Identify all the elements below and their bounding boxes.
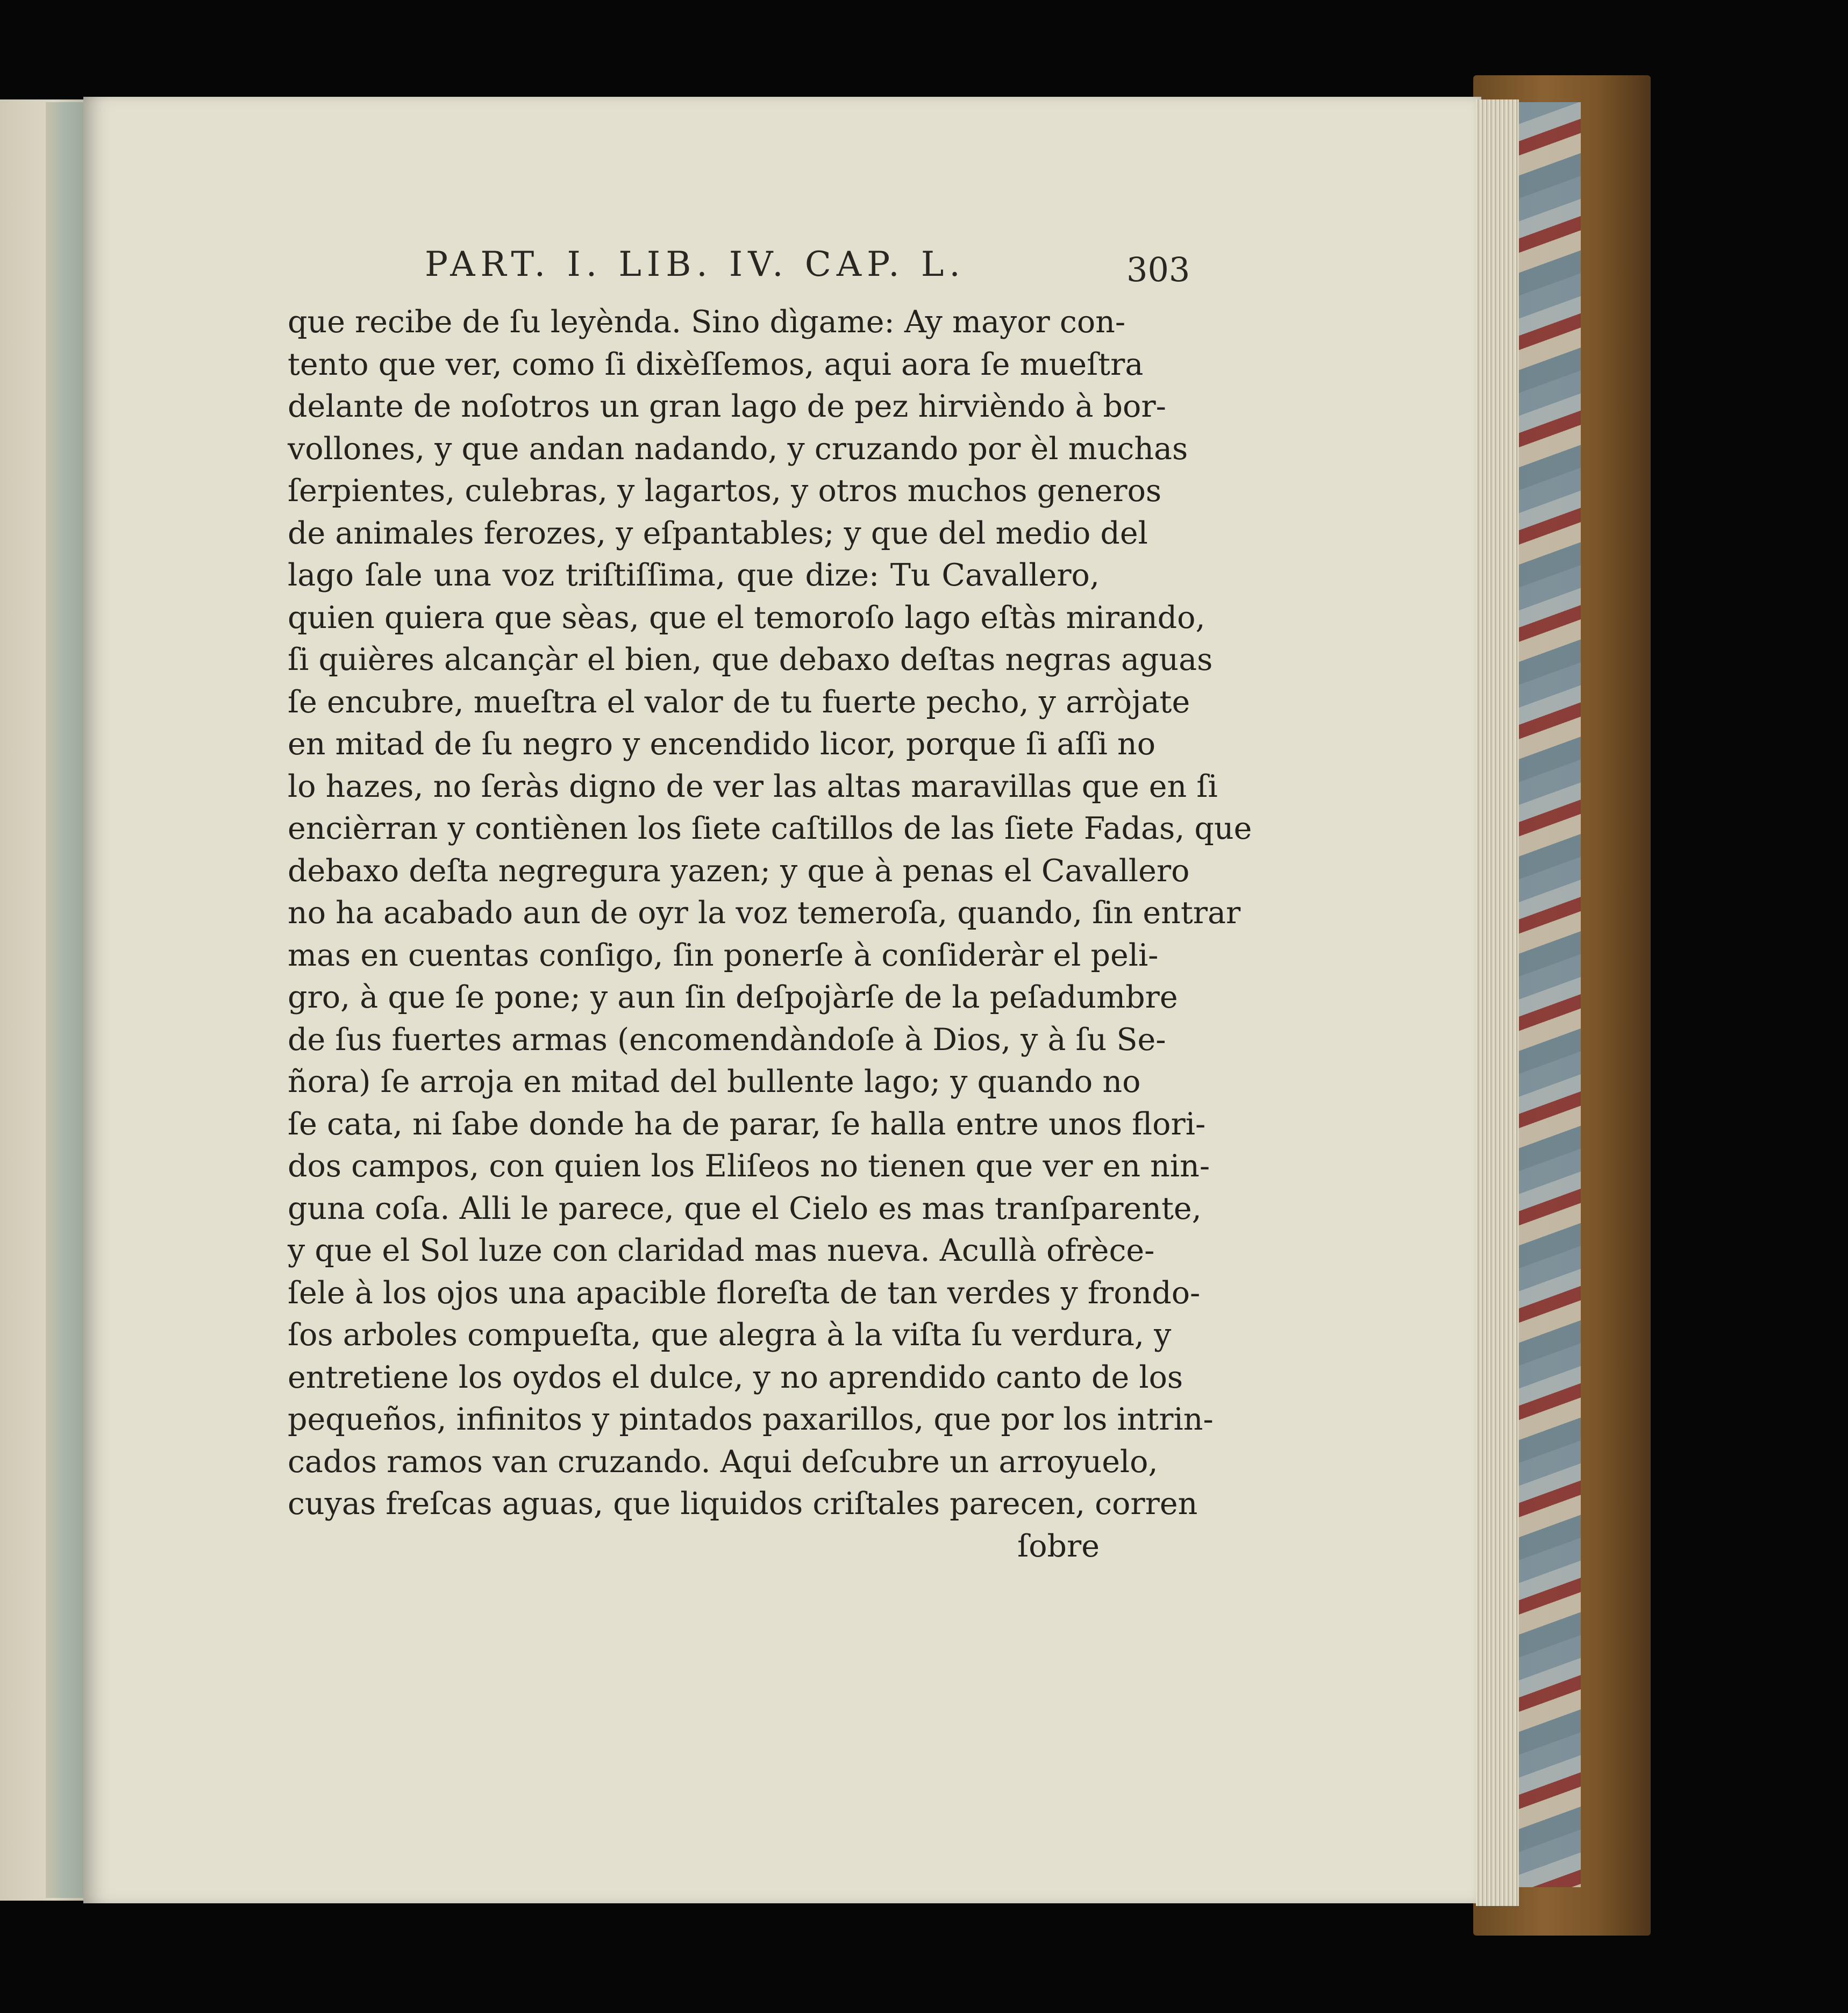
page-number: 303	[1126, 250, 1190, 289]
text-line: que recibe de ſu leyènda. Sino dìgame: Ay mayor con-	[288, 304, 1126, 340]
left-page-edge	[46, 102, 83, 1898]
text-line: ſele à los ojos una apacible floreſta de tan verdes y frondo-	[288, 1275, 1201, 1311]
text-line: debaxo deſta negregura yazen; y que à penas el Cavallero	[288, 853, 1190, 889]
text-line: ſos arboles compueſta, que alegra à la viſta ſu verdura, y	[288, 1317, 1172, 1353]
page-edges	[1476, 99, 1519, 1906]
text-line: no ha acabado aun de oyr la voz temeroſa, quando, ſin entrar	[288, 895, 1241, 931]
text-line: entretiene los oydos el dulce, y no aprendido canto de los	[288, 1359, 1183, 1395]
text-line: lago ſale una voz triſtiſſima, que dize: Tu Cavallero,	[288, 558, 1100, 593]
text-line: vollones, y que andan nadando, y cruzando por èl muchas	[288, 431, 1188, 467]
text-line: delante de noſotros un gran lago de pez hirvièndo à bor-	[288, 389, 1166, 424]
text-line: pequeños, infinitos y pintados paxarillos, que por los intrin-	[288, 1402, 1214, 1437]
text-line: guna coſa. Alli le parece, que el Cielo es mas tranſparente,	[288, 1190, 1202, 1226]
text-line: quien quiera que sèas, que el temoroſo lago eſtàs mirando,	[288, 599, 1205, 636]
text-line: tento que ver, como ſi dixèſſemos, aqui aora ſe mueſtra	[288, 346, 1144, 382]
text-line: cados ramos van cruzando. Aqui deſcubre un arroyuelo,	[288, 1444, 1158, 1480]
text-line: dos campos, con quien los Eliſeos no tienen que ver en nin-	[288, 1148, 1210, 1184]
text-line: de animales ferozes, y eſpantables; y que del medio del	[288, 515, 1148, 551]
text-line: gro, à que ſe pone; y aun ſin deſpojàrſe de la peſadumbre	[288, 980, 1178, 1015]
text-line: ñora) ſe arroja en mitad del bullente lago; y quando no	[288, 1064, 1141, 1100]
text-line: y que el Sol luze con claridad mas nueva. Acullà ofrèce-	[288, 1233, 1155, 1268]
body-text	[288, 301, 1252, 1567]
text-line: ſi quières alcançàr el bien, que debaxo deſtas negras aguas	[288, 642, 1213, 677]
marbled-endpaper	[1516, 102, 1581, 1887]
catchword: ſobre	[1017, 1528, 1100, 1564]
text-line: encièrran y contiènen los ſiete caſtillos de las ſiete Fadas, que	[288, 811, 1252, 846]
text-line: ſe cata, ni ſabe donde ha de parar, ſe halla entre unos flori-	[288, 1106, 1206, 1142]
text-line: cuyas freſcas aguas, que liquidos criſtales parecen, corren	[288, 1486, 1198, 1522]
text-line: en mitad de ſu negro y encendido licor, porque ſi aſſi no	[288, 726, 1156, 762]
text-line: mas en cuentas conſigo, ſin ponerſe à conſideràr el peli-	[288, 937, 1159, 973]
text-line: lo hazes, no ſeràs digno de ver las altas maravillas que en ſi	[288, 768, 1218, 804]
text-line: de ſus fuertes armas (encomendàndoſe à Dios, y à ſu Se-	[288, 1022, 1166, 1058]
running-head: PART. I. LIB. IV. CAP. L.	[425, 245, 966, 284]
text-line: ſerpientes, culebras, y lagartos, y otros muchos generos	[288, 473, 1162, 509]
text-line: ſe encubre, mueſtra el valor de tu fuerte pecho, y arròjate	[288, 684, 1190, 720]
